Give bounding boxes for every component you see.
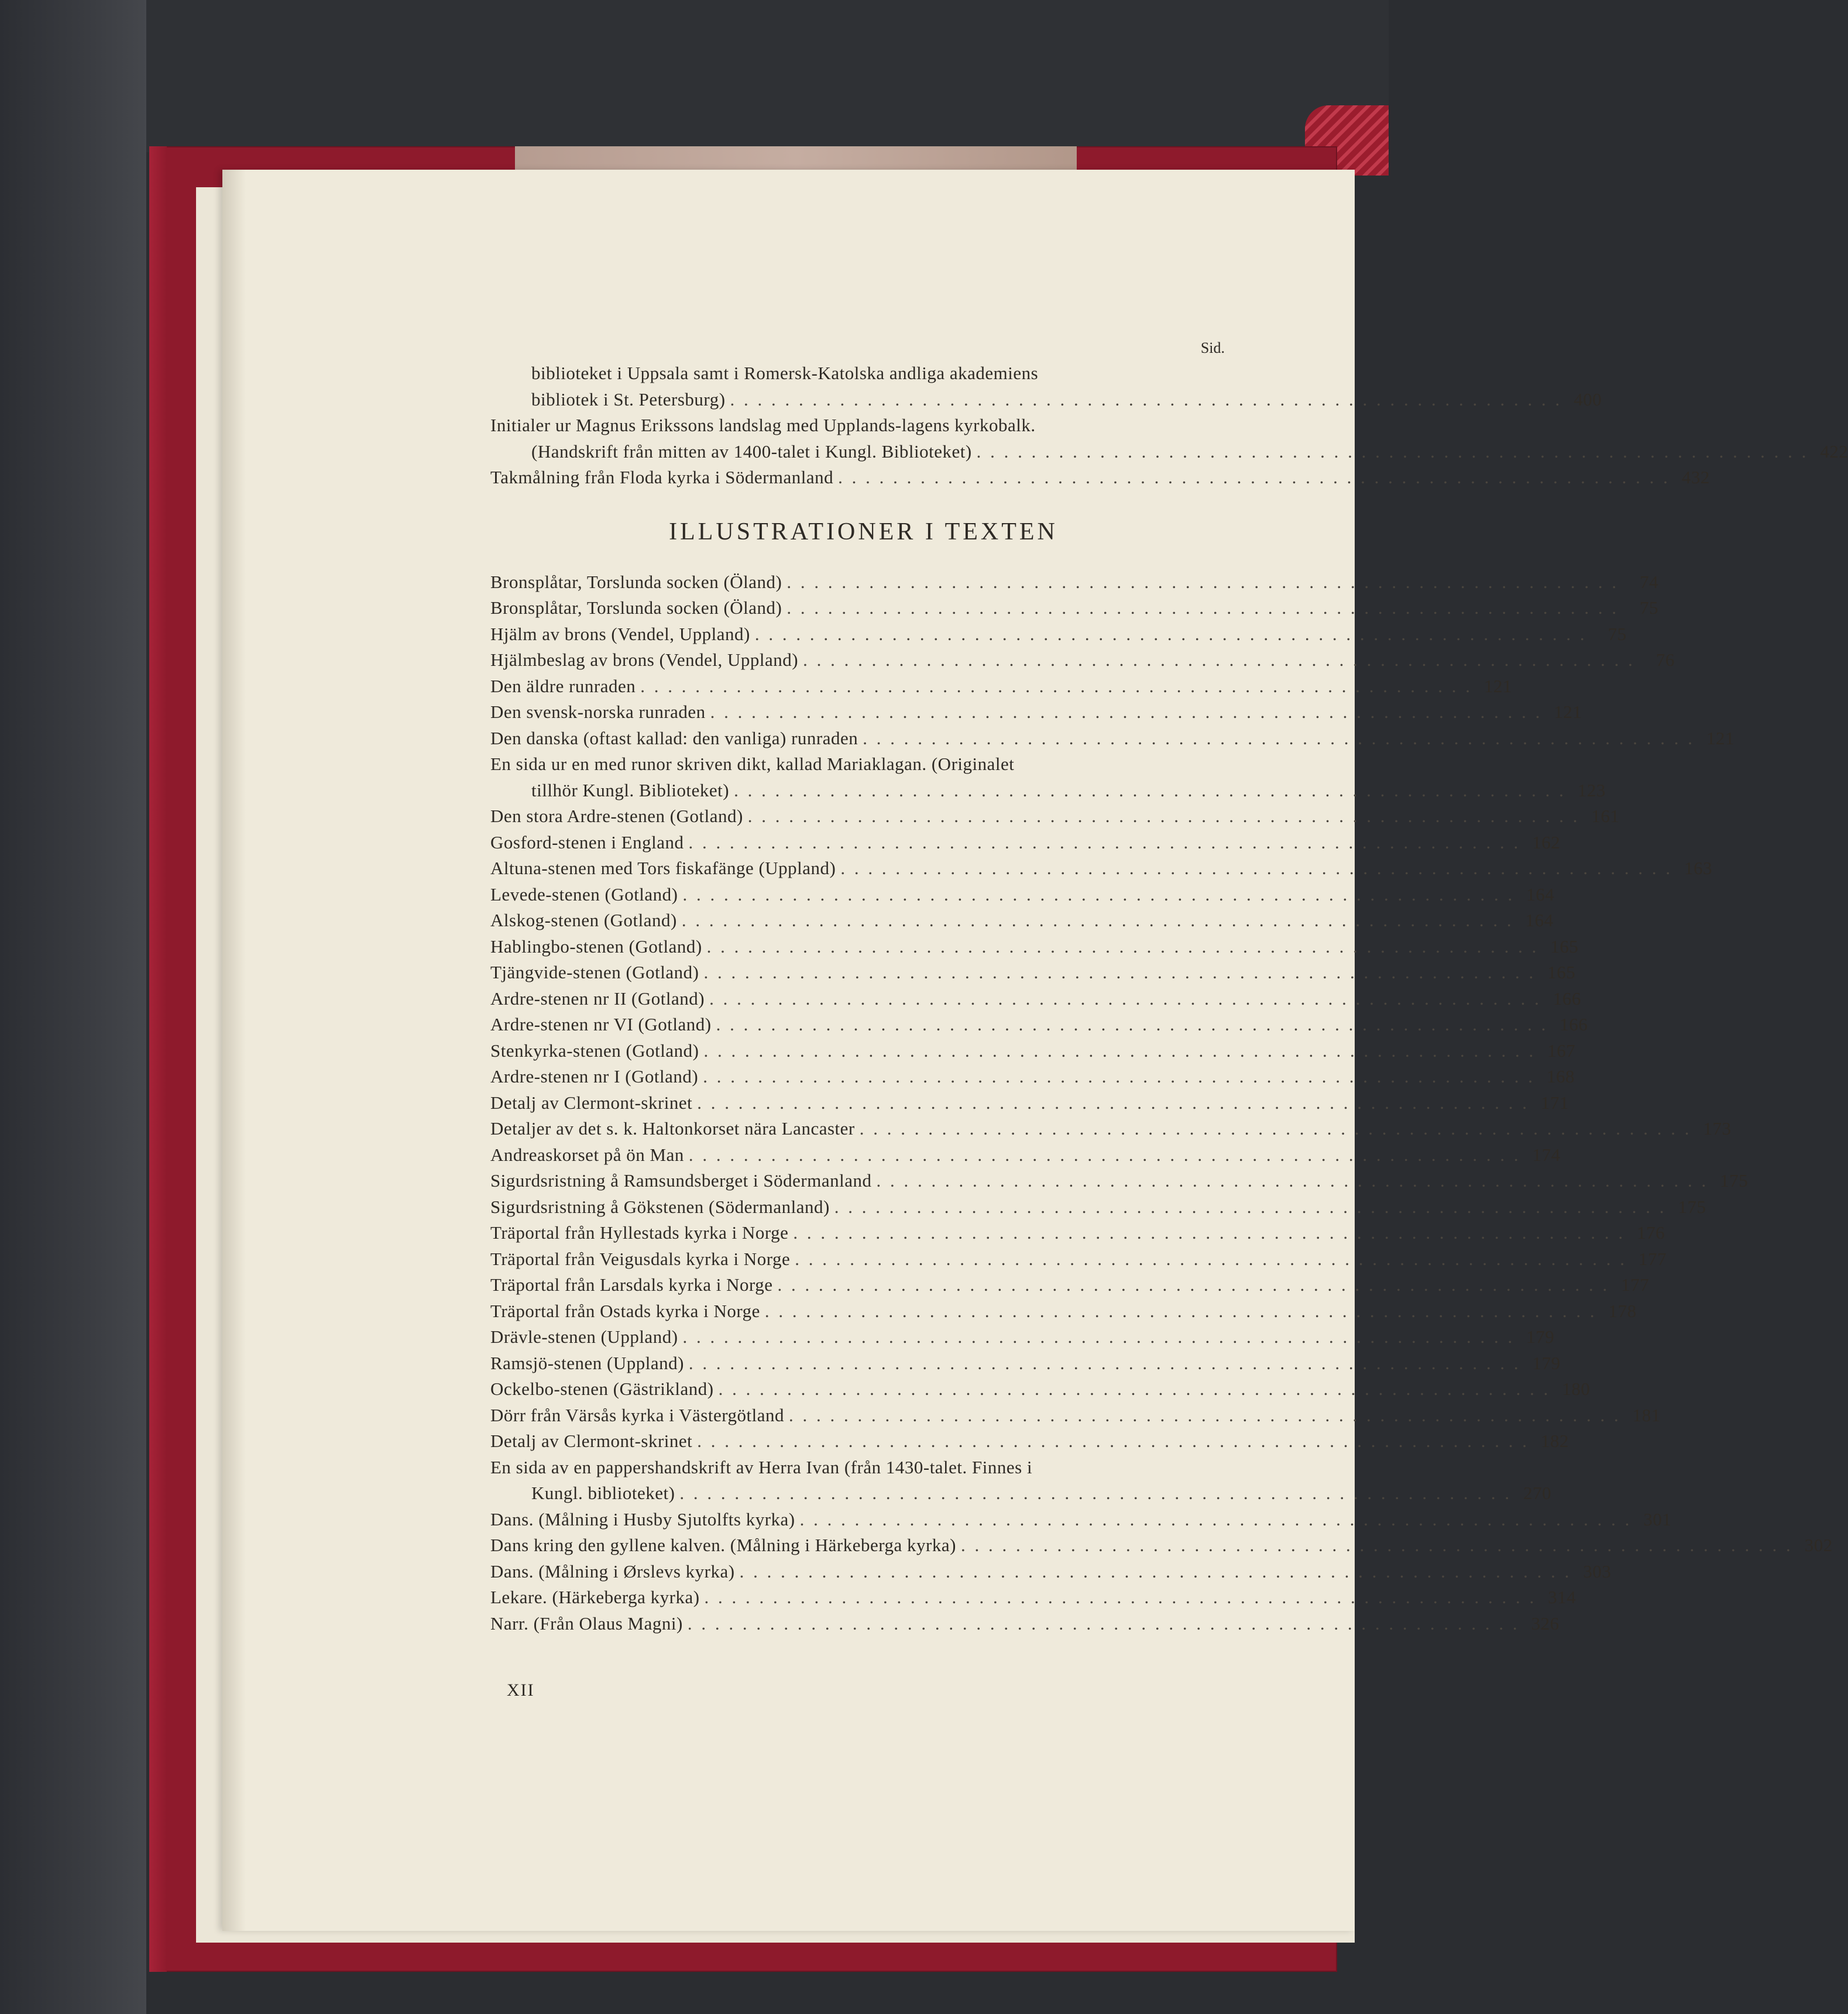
dot-leader: . . . . . . . . . . . . . . . . . . . . . . . . . . . . . . . . . . . . . . . . . . . . . . . . . . . . . . . . . . . . . [682,1326,1515,1347]
dot-leader: . . . . . . . . . . . . . . . . . . . . . . . . . . . . . . . . . . . . . . . . . . . . . . . . . . . . . . . . . . . . . [803,649,1635,670]
entry-page-number: 182 [1541,1431,1569,1451]
toc-entry [490,778,1606,804]
dot-leader: . . . . . . . . . . . . . . . . . . . . . . . . . . . . . . . . . . . . . . . . . . . . . . . . . . . . . . . . . . . . . [730,389,1562,410]
toc-entry [490,1298,1637,1325]
toc-entry [490,1559,1612,1585]
entry-page-number: 164 [1525,910,1554,930]
entry-title: Dans. (Målning i Husby Sjutolfts kyrka) [490,1508,795,1530]
section-heading: ILLUSTRATIONER I TEXTEN [669,518,1058,545]
entry-page-number: 179 [1526,1326,1555,1347]
dot-leader: . . . . . . . . . . . . . . . . . . . . . . . . . . . . . . . . . . . . . . . . . . . . . . . . . . . . . . . . . . . . . [688,1144,1521,1165]
toc-entry [490,1403,1661,1429]
toc-entry [490,803,1620,830]
entry-page-number: 302 [1804,1535,1833,1555]
entry-page-number: 178 [1608,1300,1637,1321]
entry-page-number: 181 [1632,1404,1661,1425]
dot-leader: . . . . . . . . . . . . . . . . . . . . . . . . . . . . . . . . . . . . . . . . . . . . . . . . . . . . . . . . . . . . . [703,1066,1535,1087]
entry-page-number: 75 [1640,597,1659,618]
toc-entry [490,1532,1833,1559]
entry-page-number: 270 [1523,1483,1552,1503]
toc-entry [490,882,1555,908]
background-left [0,0,146,2014]
entry-title: Träportal från Larsdals kyrka i Norge [490,1274,773,1295]
toc-entry [490,1272,1650,1298]
page-content [490,339,1848,1637]
dot-leader: . . . . . . . . . . . . . . . . . . . . . . . . . . . . . . . . . . . . . . . . . . . . . . . . . . . . . . . . . . . . . [709,988,1541,1009]
toc-entry [490,1246,1667,1273]
dot-leader: . . . . . . . . . . . . . . . . . . . . . . . . . . . . . . . . . . . . . . . . . . . . . . . . . . . . . . . . . . . . . [697,1431,1530,1451]
toc-entry [490,1116,1732,1142]
entry-page-number: 432 [1681,467,1710,487]
dot-leader: . . . . . . . . . . . . . . . . . . . . . . . . . . . . . . . . . . . . . . . . . . . . . . . . . . . . . . . . . . . . . [838,467,1670,487]
dot-leader: . . . . . . . . . . . . . . . . . . . . . . . . . . . . . . . . . . . . . . . . . . . . . . . . . . . . . . . . . . . . . [718,1379,1551,1399]
dot-leader: . . . . . . . . . . . . . . . . . . . . . . . . . . . . . . . . . . . . . . . . . . . . . . . . . . . . . . . . . . . . . [681,910,1514,930]
entry-first-line: En sida ur en med runor skriven dikt, kallad Mariaklagan. (Originalet [490,754,1015,774]
entry-title: Hablingbo-stenen (Gotland) [490,936,702,957]
background-top [0,0,1389,152]
toc-entry [490,1350,1561,1377]
cover-spine-edge [149,146,167,1972]
dot-leader: . . . . . . . . . . . . . . . . . . . . . . . . . . . . . . . . . . . . . . . . . . . . . . . . . . . . . . . . . . . . . [764,1300,1597,1321]
entry-page-number: 74 [1640,571,1659,592]
dot-leader: . . . . . . . . . . . . . . . . . . . . . . . . . . . . . . . . . . . . . . . . . . . . . . . . . . . . . . . . . . . . . [788,1404,1621,1425]
dot-leader: . . . . . . . . . . . . . . . . . . . . . . . . . . . . . . . . . . . . . . . . . . . . . . . . . . . . . . . . . . . . . [795,1248,1627,1269]
dot-leader: . . . . . . . . . . . . . . . . . . . . . . . . . . . . . . . . . . . . . . . . . . . . . . . . . . . . . . . . . . . . . [786,571,1619,592]
toc-entry [490,621,1627,648]
entry-page-number: 175 [1678,1196,1706,1217]
entry-title: Andreaskorset på ön Man [490,1144,684,1165]
entry-page-number: 179 [1532,1352,1561,1373]
toc-entry [490,986,1581,1012]
toc-entry [490,1507,1672,1533]
entry-title: Träportal från Hyllestads kyrka i Norge [490,1222,789,1243]
entry-title: Detalj av Clermont-skrinet [490,1092,693,1113]
toc-entry [490,960,1576,986]
entry-title: Kungl. biblioteket) [531,1483,675,1503]
entry-page-number: 326 [1531,1613,1560,1634]
entry-title: Bronsplåtar, Torslunda socken (Öland) [490,597,782,618]
dot-leader: . . . . . . . . . . . . . . . . . . . . . . . . . . . . . . . . . . . . . . . . . . . . . . . . . . . . . . . . . . . . . [716,1014,1548,1035]
entry-first-line: En sida av en pappershandskrift av Herra Ivan (från 1430-talet. Finnes i [490,1456,1033,1477]
entry-page-number: 174 [1532,1144,1561,1165]
toc-entry [490,1194,1706,1221]
entry-title: Den stora Ardre-stenen (Gotland) [490,806,743,826]
toc-entry [490,699,1582,726]
toc-entry [490,595,1659,621]
toc-entry [490,830,1561,856]
entry-title: Gosford-stenen i England [490,831,684,853]
entry-page-number: 121 [1706,727,1735,748]
toc-entry [490,855,1713,882]
toc-entry [490,726,1735,752]
entry-page-number: 165 [1550,936,1579,957]
entry-title: Stenkyrka-stenen (Gotland) [490,1040,699,1061]
dot-leader: . . . . . . . . . . . . . . . . . . . . . . . . . . . . . . . . . . . . . . . . . . . . . . . . . . . . . . . . . . . . . [859,1118,1692,1139]
gutter-shadow [222,170,246,1931]
toc-entry [490,1428,1569,1455]
entry-title: (Handskrift från mitten av 1400-talet i Kungl. Biblioteket) [531,441,972,462]
entry-title: Den svensk-norska runraden [490,702,706,722]
dot-leader: . . . . . . . . . . . . . . . . . . . . . . . . . . . . . . . . . . . . . . . . . . . . . . . . . . . . . . . . . . . . . [739,1561,1572,1582]
dot-leader: . . . . . . . . . . . . . . . . . . . . . . . . . . . . . . . . . . . . . . . . . . . . . . . . . . . . . . . . . . . . . [976,441,1809,462]
entry-page-number: 123 [1577,779,1606,800]
entry-title: Altuna-stenen med Tors fiskafänge (Uppland) [490,858,836,878]
entry-page-number: 177 [1639,1248,1667,1269]
entry-page-number: 121 [1484,675,1513,696]
entry-title: Ockelbo-stenen (Gästrikland) [490,1379,714,1399]
dot-leader: . . . . . . . . . . . . . . . . . . . . . . . . . . . . . . . . . . . . . . . . . . . . . . . . . . . . . . . . . . . . . [687,1613,1520,1634]
toc-entry [490,1220,1665,1246]
entry-title: Sigurdsristning å Ramsundsberget i Södermanland [490,1170,872,1191]
entry-title: Dörr från Värsås kyrka i Västergötland [490,1404,784,1425]
entry-page-number: 163 [1684,858,1713,878]
plates-list [490,360,1848,491]
entry-title: Levede-stenen (Gotland) [490,884,678,905]
dot-leader: . . . . . . . . . . . . . . . . . . . . . . . . . . . . . . . . . . . . . . . . . . . . . . . . . . . . . . . . . . . . . [704,1587,1537,1607]
entry-title: Hjälm av brons (Vendel, Uppland) [490,623,750,644]
entry-page-number: 301 [1643,1508,1672,1530]
entry-first-line: biblioteket i Uppsala samt i Romersk-Katolska andliga akademiens [531,363,1039,383]
entry-title: bibliotek i St. Petersburg) [531,389,726,410]
toc-entry [490,1038,1576,1064]
entry-page-number: 162 [1532,831,1561,853]
dot-leader: . . . . . . . . . . . . . . . . . . . . . . . . . . . . . . . . . . . . . . . . . . . . . . . . . . . . . . . . . . . . . [876,1170,1709,1191]
dot-leader: . . . . . . . . . . . . . . . . . . . . . . . . . . . . . . . . . . . . . . . . . . . . . . . . . . . . . . . . . . . . . [697,1092,1530,1113]
toc-entry [490,1012,1588,1038]
entry-title: Träportal från Ostads kyrka i Norge [490,1300,760,1321]
entry-page-number: 303 [1583,1561,1612,1582]
toc-entry [490,569,1659,596]
toc-entry [490,1324,1555,1350]
entry-page-number: 177 [1621,1274,1650,1295]
dot-leader: . . . . . . . . . . . . . . . . . . . . . . . . . . . . . . . . . . . . . . . . . . . . . . . . . . . . . . . . . . . . . [640,675,1473,696]
toc-entry [490,465,1710,491]
toc-entry [490,439,1848,465]
dot-leader: . . . . . . . . . . . . . . . . . . . . . . . . . . . . . . . . . . . . . . . . . . . . . . . . . . . . . . . . . . . . . [799,1508,1632,1530]
entry-title: Ardre-stenen nr II (Gotland) [490,988,705,1009]
entry-page-number: 76 [1655,649,1675,670]
dot-leader: . . . . . . . . . . . . . . . . . . . . . . . . . . . . . . . . . . . . . . . . . . . . . . . . . . . . . . . . . . . . . [786,597,1619,618]
toc-entry [490,1480,1552,1507]
entry-page-number: 173 [1703,1118,1732,1139]
entry-title: Alskog-stenen (Gotland) [490,910,677,930]
entry-first-line: Initialer ur Magnus Erikssons landslag med Upplands-lagens kyrkobalk. [490,415,1036,435]
page-column-label: Sid. [1200,339,1225,356]
entry-page-number: 167 [1547,1040,1576,1061]
entry-title: Träportal från Veigusdals kyrka i Norge [490,1248,791,1269]
entry-title: Den danska (oftast kallad: den vanliga) runraden [490,727,858,748]
dot-leader: . . . . . . . . . . . . . . . . . . . . . . . . . . . . . . . . . . . . . . . . . . . . . . . . . . . . . . . . . . . . . [840,858,1673,878]
entry-page-number: 180 [1562,1379,1591,1399]
toc-entry [490,1168,1749,1194]
toc-entry [490,1376,1591,1403]
dot-leader: . . . . . . . . . . . . . . . . . . . . . . . . . . . . . . . . . . . . . . . . . . . . . . . . . . . . . . . . . . . . . [793,1222,1626,1243]
dot-leader: . . . . . . . . . . . . . . . . . . . . . . . . . . . . . . . . . . . . . . . . . . . . . . . . . . . . . . . . . . . . . [734,779,1566,800]
toc-entry [490,1142,1561,1168]
toc-entry [490,1585,1576,1611]
entry-title: Detaljer av det s. k. Haltonkorset nära Lancaster [490,1118,855,1139]
entry-title: Ardre-stenen nr I (Gotland) [490,1066,699,1087]
entry-title: Lekare. (Härkeberga kyrka) [490,1587,700,1607]
entry-page-number: 166 [1552,988,1581,1009]
entry-title: Takmålning från Floda kyrka i Södermanland [490,467,834,487]
entry-title: Narr. (Från Olaus Magni) [490,1613,683,1634]
dot-leader: . . . . . . . . . . . . . . . . . . . . . . . . . . . . . . . . . . . . . . . . . . . . . . . . . . . . . . . . . . . . . [679,1483,1512,1503]
dot-leader: . . . . . . . . . . . . . . . . . . . . . . . . . . . . . . . . . . . . . . . . . . . . . . . . . . . . . . . . . . . . . [703,962,1536,982]
entry-page-number: 171 [1541,1092,1569,1113]
toc-entry [490,934,1579,960]
entry-page-number: 164 [1526,884,1555,905]
entry-title: Sigurdsristning å Gökstenen (Södermanland) [490,1196,830,1217]
page-folio: XII [507,1680,535,1700]
toc-entry [490,1611,1560,1637]
dot-leader: . . . . . . . . . . . . . . . . . . . . . . . . . . . . . . . . . . . . . . . . . . . . . . . . . . . . . . . . . . . . . [682,884,1515,905]
entry-title: Tjängvide-stenen (Gotland) [490,962,699,982]
toc-entry [490,908,1554,934]
illustrations-list [490,569,1833,1637]
entry-page-number: 75 [1607,623,1627,644]
entry-title: Bronsplåtar, Torslunda socken (Öland) [490,571,782,592]
entry-title: Detalj av Clermont-skrinet [490,1431,693,1451]
entry-page-number: 166 [1560,1014,1588,1035]
entry-page-number: 175 [1720,1170,1749,1191]
entry-page-number: 161 [1591,806,1620,826]
dot-leader: . . . . . . . . . . . . . . . . . . . . . . . . . . . . . . . . . . . . . . . . . . . . . . . . . . . . . . . . . . . . . [754,623,1587,644]
entry-title: Dans. (Målning i Ørslevs kyrka) [490,1561,735,1582]
entry-title: Drävle-stenen (Uppland) [490,1326,678,1347]
entry-page-number: 168 [1546,1066,1575,1087]
dot-leader: . . . . . . . . . . . . . . . . . . . . . . . . . . . . . . . . . . . . . . . . . . . . . . . . . . . . . . . . . . . . . [706,936,1539,957]
entry-page-number: 121 [1554,702,1582,722]
dot-leader: . . . . . . . . . . . . . . . . . . . . . . . . . . . . . . . . . . . . . . . . . . . . . . . . . . . . . . . . . . . . . [688,831,1521,853]
toc-entry [490,647,1675,673]
toc-entry [490,1064,1575,1090]
dot-leader: . . . . . . . . . . . . . . . . . . . . . . . . . . . . . . . . . . . . . . . . . . . . . . . . . . . . . . . . . . . . . [703,1040,1536,1061]
entry-title: Hjälmbeslag av brons (Vendel, Uppland) [490,649,799,670]
dot-leader: . . . . . . . . . . . . . . . . . . . . . . . . . . . . . . . . . . . . . . . . . . . . . . . . . . . . . . . . . . . . . [834,1196,1667,1217]
dot-leader: . . . . . . . . . . . . . . . . . . . . . . . . . . . . . . . . . . . . . . . . . . . . . . . . . . . . . . . . . . . . . [777,1274,1610,1295]
dot-leader: . . . . . . . . . . . . . . . . . . . . . . . . . . . . . . . . . . . . . . . . . . . . . . . . . . . . . . . . . . . . . [688,1352,1521,1373]
toc-entry [490,1090,1569,1116]
entry-page-number: 422 [1820,441,1848,462]
dot-leader: . . . . . . . . . . . . . . . . . . . . . . . . . . . . . . . . . . . . . . . . . . . . . . . . . . . . . . . . . . . . . [863,727,1695,748]
dot-leader: . . . . . . . . . . . . . . . . . . . . . . . . . . . . . . . . . . . . . . . . . . . . . . . . . . . . . . . . . . . . . [710,702,1543,722]
dot-leader: . . . . . . . . . . . . . . . . . . . . . . . . . . . . . . . . . . . . . . . . . . . . . . . . . . . . . . . . . . . . . [747,806,1580,826]
entry-page-number: 400 [1574,389,1602,410]
entry-page-number: 314 [1548,1587,1576,1607]
entry-title: Dans kring den gyllene kalven. (Målning i Härkeberga kyrka) [490,1535,956,1555]
entry-title: Den äldre runraden [490,675,636,696]
entry-title: Ramsjö-stenen (Uppland) [490,1352,684,1373]
entry-title: Ardre-stenen nr VI (Gotland) [490,1014,712,1035]
toc-entry [490,673,1513,700]
entry-page-number: 176 [1637,1222,1665,1243]
entry-page-number: 165 [1547,962,1576,982]
dot-leader: . . . . . . . . . . . . . . . . . . . . . . . . . . . . . . . . . . . . . . . . . . . . . . . . . . . . . . . . . . . . . [960,1535,1793,1555]
toc-entry [490,387,1602,413]
entry-title: tillhör Kungl. Biblioteket) [531,779,730,800]
